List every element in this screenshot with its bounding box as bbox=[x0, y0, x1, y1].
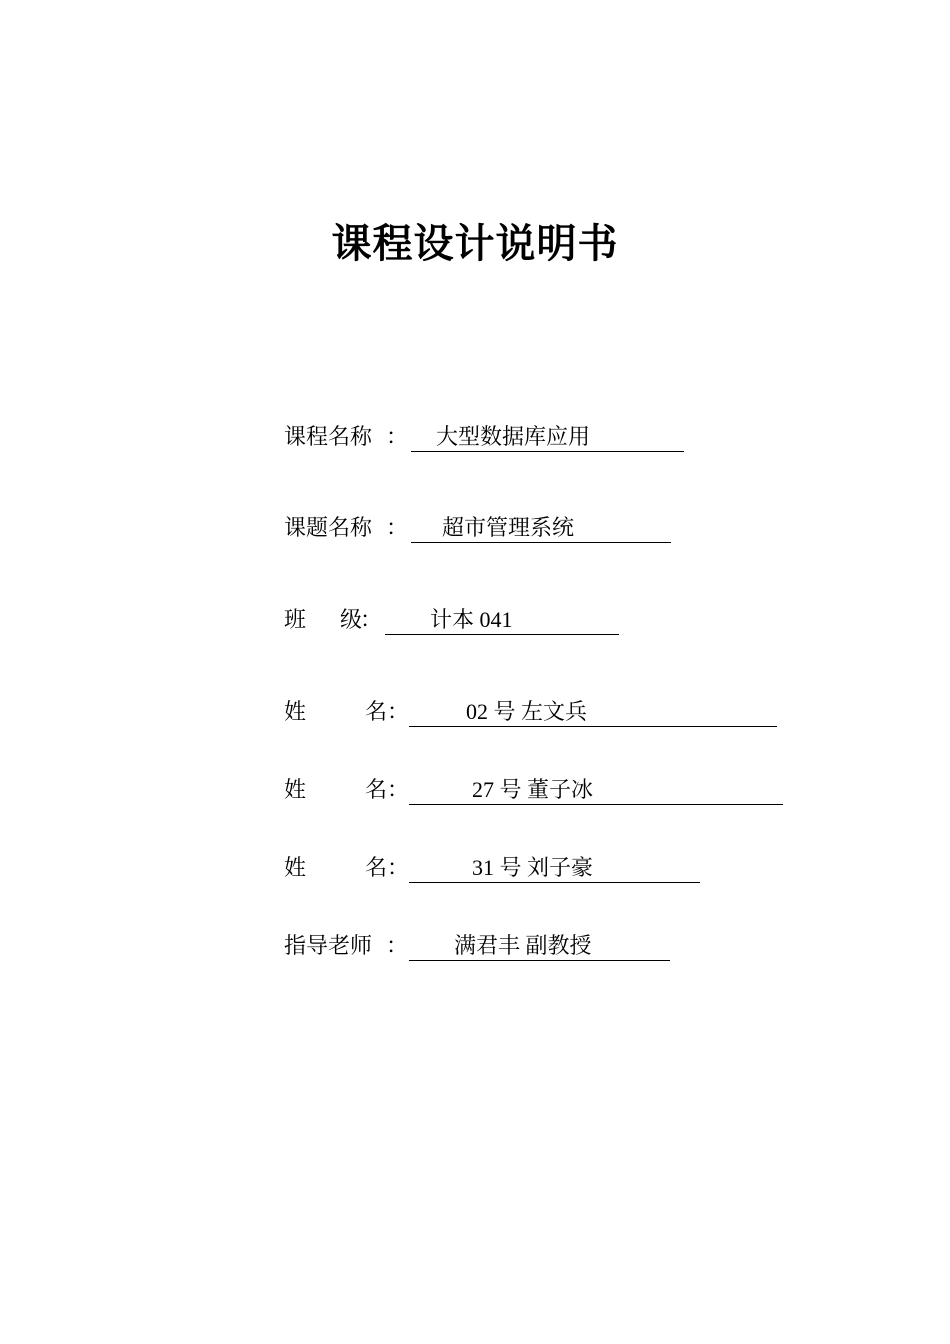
student-3-colon: ： bbox=[387, 855, 410, 880]
advisor-colon: ： bbox=[386, 933, 409, 958]
advisor-field bbox=[284, 931, 704, 961]
student-1-label: 姓 名 bbox=[284, 699, 387, 724]
student-2-underline bbox=[409, 775, 783, 805]
document-title: 课程设计说明书 bbox=[331, 221, 619, 266]
course-name-colon: ： bbox=[386, 424, 409, 449]
topic-name-field bbox=[284, 513, 704, 543]
course-name-value: 大型数据库应用 bbox=[436, 424, 591, 449]
student-2-colon: ： bbox=[387, 777, 410, 802]
class-colon: ： bbox=[360, 607, 383, 632]
advisor-label: 指导老师 bbox=[284, 933, 373, 958]
student-3-value: 31 号 刘子豪 bbox=[472, 855, 594, 880]
advisor-value: 满君丰 副教授 bbox=[454, 933, 592, 958]
student-1-colon: ： bbox=[387, 699, 410, 724]
course-name-field bbox=[284, 422, 704, 452]
student-2-field bbox=[284, 775, 804, 805]
student-2-label: 姓 名 bbox=[284, 777, 387, 802]
class-label: 班 级 bbox=[284, 607, 362, 632]
student-3-field bbox=[284, 853, 804, 883]
student-1-value: 02 号 左文兵 bbox=[466, 699, 588, 724]
student-3-label: 姓 名 bbox=[284, 855, 387, 880]
student-1-underline bbox=[409, 697, 777, 727]
class-field bbox=[284, 605, 704, 635]
topic-name-value: 超市管理系统 bbox=[442, 515, 575, 540]
topic-name-label: 课题名称 bbox=[284, 515, 373, 540]
topic-name-colon: ： bbox=[386, 515, 409, 540]
student-2-value: 27 号 董子冰 bbox=[472, 777, 594, 802]
class-value: 计本 041 bbox=[430, 607, 513, 632]
student-1-field bbox=[284, 697, 804, 727]
course-name-label: 课程名称 bbox=[284, 424, 373, 449]
